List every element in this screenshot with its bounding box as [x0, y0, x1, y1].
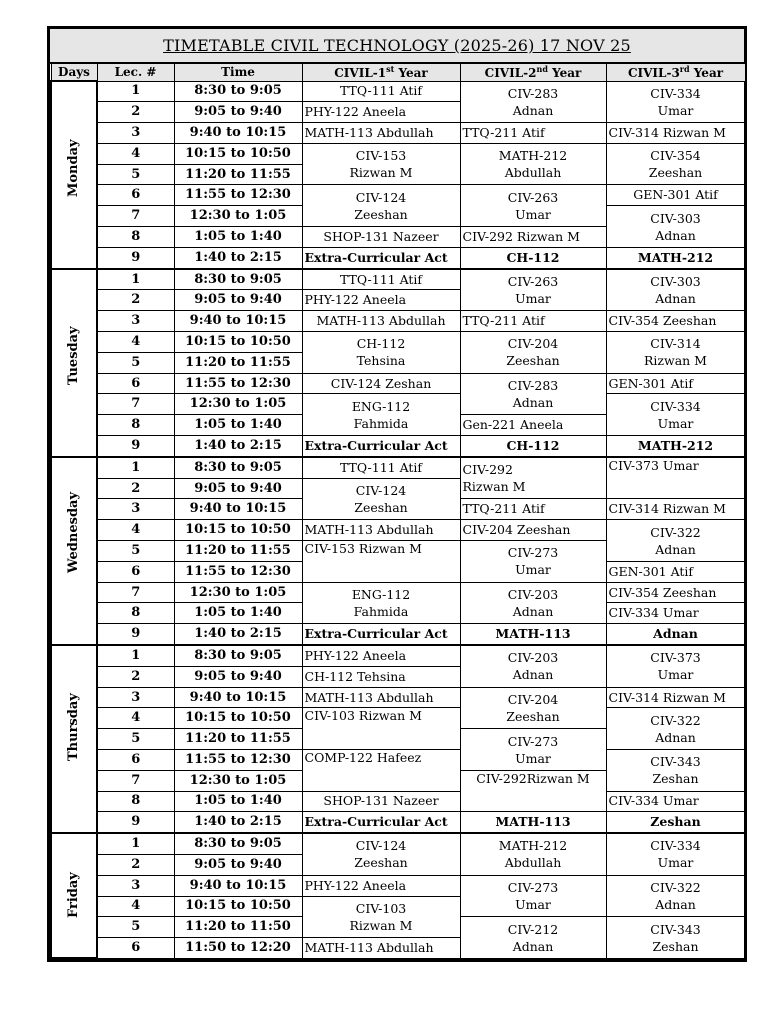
lec-cell: 2 [97, 102, 174, 123]
header-days: Days [51, 64, 97, 82]
y3-cell: CIV-334 Umar [606, 791, 745, 812]
table-row [51, 143, 745, 164]
lec-cell: 6 [97, 561, 174, 582]
day-label: Wednesday [66, 491, 81, 573]
time-cell: 10:15 to 10:50 [174, 708, 302, 729]
y1-cell: MATH-113 Abdullah [302, 938, 460, 959]
y2-cell: TTQ-211 Atif [460, 123, 606, 144]
y3-cell: GEN-301 Atif [606, 185, 745, 206]
time-cell: 10:15 to 10:50 [174, 520, 302, 541]
y3-cell: CIV-322 Adnan [606, 875, 745, 917]
lec-cell: 3 [97, 311, 174, 332]
time-cell: 11:20 to 11:50 [174, 917, 302, 938]
y2-cell: CH-112 [460, 436, 606, 457]
y3-cell: CIV-354 Zeeshan [606, 143, 745, 185]
lec-cell: 6 [97, 750, 174, 771]
time-cell: 9:05 to 9:40 [174, 478, 302, 499]
lec-cell: 9 [97, 624, 174, 645]
table-row [51, 833, 745, 854]
table-row [51, 81, 745, 102]
lec-cell: 1 [97, 269, 174, 290]
time-cell: 8:30 to 9:05 [174, 81, 302, 102]
time-cell: 11:55 to 12:30 [174, 750, 302, 771]
time-cell: 9:40 to 10:15 [174, 875, 302, 896]
day-cell [51, 645, 97, 833]
time-cell: 8:30 to 9:05 [174, 457, 302, 478]
y2-cell: TTQ-211 Atif [460, 311, 606, 332]
y3-cell: CIV-373 Umar [606, 645, 745, 687]
y3-cell: CIV-343 Zeshan [606, 750, 745, 792]
y2-cell: CIV-283 Adnan [460, 81, 606, 123]
y3-cell: Zeshan [606, 812, 745, 833]
time-cell: 11:20 to 11:55 [174, 164, 302, 185]
y1-cell: ENG-112 Fahmida [302, 394, 460, 436]
lec-cell: 4 [97, 896, 174, 917]
y1-cell: COMP-122 Hafeez [302, 750, 460, 792]
y2-cell: CIV-204 Zeeshan [460, 687, 606, 729]
table-row [51, 645, 745, 666]
timetable-table [50, 63, 746, 959]
lec-cell: 1 [97, 457, 174, 478]
table-row [51, 247, 745, 268]
y2-cell: CIV-273 Umar [460, 875, 606, 917]
time-cell: 8:30 to 9:05 [174, 645, 302, 666]
time-cell: 10:15 to 10:50 [174, 896, 302, 917]
day-label: Monday [66, 139, 81, 197]
lec-cell: 1 [97, 645, 174, 666]
lec-cell: 6 [97, 373, 174, 394]
y3-cell: CIV-334 Umar [606, 81, 745, 123]
y3-cell: CIV-303 Adnan [606, 206, 745, 248]
y2-cell: CIV-204 Zeeshan [460, 520, 606, 541]
y1-cell: Extra-Curricular Act [302, 812, 460, 833]
y3-cell: CIV-354 Zeeshan [606, 311, 745, 332]
lec-cell: 9 [97, 812, 174, 833]
y2-cell: MATH-113 [460, 812, 606, 833]
y3-cell: CIV-322 Adnan [606, 520, 745, 562]
lec-cell: 3 [97, 875, 174, 896]
y2-cell: CIV-263 Umar [460, 269, 606, 311]
page-title: TIMETABLE CIVIL TECHNOLOGY (2025-26) 17 NOV 25 [163, 36, 631, 55]
time-cell: 1:40 to 2:15 [174, 247, 302, 268]
y2-cell: CIV-292 Rizwan M [460, 227, 606, 248]
y2-cell: CIV-212 Adnan [460, 917, 606, 959]
time-cell: 12:30 to 1:05 [174, 394, 302, 415]
y3-cell: CIV-303 Adnan [606, 269, 745, 311]
y1-cell: CH-112 Tehsina [302, 332, 460, 374]
lec-cell: 4 [97, 708, 174, 729]
timetable-sheet [47, 26, 747, 962]
y3-cell: CIV-314 Rizwan M [606, 332, 745, 374]
y1-cell: Extra-Curricular Act [302, 436, 460, 457]
time-cell: 11:50 to 12:20 [174, 938, 302, 959]
lec-cell: 5 [97, 541, 174, 562]
time-cell: 11:55 to 12:30 [174, 561, 302, 582]
lec-cell: 2 [97, 290, 174, 311]
lec-cell: 4 [97, 520, 174, 541]
y1-cell: PHY-122 Aneela [302, 875, 460, 896]
time-cell: 8:30 to 9:05 [174, 833, 302, 854]
y3-cell: CIV-314 Rizwan M [606, 123, 745, 144]
time-cell: 12:30 to 1:05 [174, 206, 302, 227]
lec-cell: 1 [97, 833, 174, 854]
y3-cell: MATH-212 [606, 436, 745, 457]
day-cell [51, 833, 97, 958]
y1-cell: ENG-112 Fahmida [302, 582, 460, 624]
time-cell: 10:15 to 10:50 [174, 332, 302, 353]
lec-cell: 9 [97, 436, 174, 457]
y1-cell: PHY-122 Aneela [302, 102, 460, 123]
table-row [51, 875, 745, 896]
y2-cell: Gen-221 Aneela [460, 415, 606, 436]
time-cell: 1:40 to 2:15 [174, 812, 302, 833]
time-cell: 1:05 to 1:40 [174, 603, 302, 624]
lec-cell: 7 [97, 206, 174, 227]
time-cell: 9:40 to 10:15 [174, 687, 302, 708]
y3-cell: CIV-334 Umar [606, 603, 745, 624]
table-row [51, 520, 745, 541]
lec-cell: 9 [97, 247, 174, 268]
header-y3: CIVIL-3rd Year [606, 64, 745, 82]
y2-cell: CIV-283 Adnan [460, 373, 606, 415]
lec-cell: 8 [97, 603, 174, 624]
y1-cell: CIV-124 Zeeshan [302, 833, 460, 875]
lec-cell: 6 [97, 185, 174, 206]
lec-cell: 2 [97, 666, 174, 687]
y3-cell: CIV-314 Rizwan M [606, 499, 745, 520]
time-cell: 8:30 to 9:05 [174, 269, 302, 290]
day-cell [51, 81, 97, 269]
table-row [51, 436, 745, 457]
y1-cell: TTQ-111 Atif [302, 269, 460, 290]
y2-cell: CIV-204 Zeeshan [460, 332, 606, 374]
header-time: Time [174, 64, 302, 82]
y2-cell: CIV-203 Adnan [460, 582, 606, 624]
table-row [51, 269, 745, 290]
y3-cell: CIV-334 Umar [606, 394, 745, 436]
y1-cell: SHOP-131 Nazeer [302, 791, 460, 812]
y1-cell: MATH-113 Abdullah [302, 311, 460, 332]
y3-cell: GEN-301 Atif [606, 373, 745, 394]
table-row [51, 123, 745, 144]
table-row [51, 394, 745, 415]
table-row [51, 185, 745, 206]
y1-cell: PHY-122 Aneela [302, 290, 460, 311]
y1-cell: Extra-Curricular Act [302, 624, 460, 645]
lec-cell: 5 [97, 164, 174, 185]
y1-cell: CIV-124 Zeeshan [302, 185, 460, 227]
lec-cell: 8 [97, 791, 174, 812]
time-cell: 1:40 to 2:15 [174, 624, 302, 645]
lec-cell: 3 [97, 499, 174, 520]
day-cell [51, 269, 97, 457]
y2-cell: CIV-292 Rizwan M [460, 457, 606, 499]
table-row [51, 624, 745, 645]
y1-cell: CIV-153 Rizwan M [302, 541, 460, 583]
time-cell: 1:40 to 2:15 [174, 436, 302, 457]
header-y1: CIVIL-1st Year [302, 64, 460, 82]
y1-cell: MATH-113 Abdullah [302, 687, 460, 708]
y1-cell: MATH-113 Abdullah [302, 520, 460, 541]
lec-cell: 6 [97, 938, 174, 959]
y3-cell: CIV-334 Umar [606, 833, 745, 875]
table-row [51, 582, 745, 603]
day-label: Friday [66, 871, 81, 918]
time-cell: 1:05 to 1:40 [174, 415, 302, 436]
table-row [51, 457, 745, 478]
y2-cell: CIV-273 Umar [460, 729, 606, 771]
y1-cell: SHOP-131 Nazeer [302, 227, 460, 248]
time-cell: 9:05 to 9:40 [174, 102, 302, 123]
time-cell: 11:20 to 11:55 [174, 352, 302, 373]
title-bar [50, 29, 744, 64]
time-cell: 9:05 to 9:40 [174, 290, 302, 311]
lec-cell: 4 [97, 332, 174, 353]
y2-cell: CH-112 [460, 247, 606, 268]
y1-cell: CIV-103 Rizwan M [302, 896, 460, 938]
day-label: Tuesday [66, 326, 81, 385]
day-label: Thursday [66, 693, 81, 762]
y3-cell: CIV-343 Zeshan [606, 917, 745, 959]
time-cell: 9:40 to 10:15 [174, 499, 302, 520]
table-row [51, 708, 745, 729]
lec-cell: 7 [97, 770, 174, 791]
lec-cell: 5 [97, 917, 174, 938]
time-cell: 11:20 to 11:55 [174, 729, 302, 750]
y2-cell: CIV-273 Umar [460, 541, 606, 583]
y1-cell: CIV-124 Zeeshan [302, 478, 460, 520]
time-cell: 9:40 to 10:15 [174, 311, 302, 332]
lec-cell: 4 [97, 143, 174, 164]
lec-cell: 2 [97, 854, 174, 875]
y1-cell: CIV-124 Zeshan [302, 373, 460, 394]
table-row [51, 750, 745, 771]
table-row [51, 791, 745, 812]
time-cell: 11:55 to 12:30 [174, 373, 302, 394]
y1-cell: TTQ-111 Atif [302, 457, 460, 478]
table-row [51, 812, 745, 833]
y1-cell: CIV-153 Rizwan M [302, 143, 460, 185]
lec-cell: 5 [97, 729, 174, 750]
y3-cell: MATH-212 [606, 247, 745, 268]
time-cell: 1:05 to 1:40 [174, 227, 302, 248]
y1-cell: TTQ-111 Atif [302, 81, 460, 102]
y2-cell: CIV-203 Adnan [460, 645, 606, 687]
lec-cell: 3 [97, 123, 174, 144]
table-row [51, 311, 745, 332]
day-cell [51, 457, 97, 645]
y3-cell: CIV-314 Rizwan M [606, 687, 745, 708]
time-cell: 9:40 to 10:15 [174, 123, 302, 144]
lec-cell: 2 [97, 478, 174, 499]
lec-cell: 3 [97, 687, 174, 708]
y3-cell: CIV-354 Zeeshan [606, 582, 745, 603]
y2-cell: CIV-263 Umar [460, 185, 606, 227]
time-cell: 11:20 to 11:55 [174, 541, 302, 562]
time-cell: 9:05 to 9:40 [174, 666, 302, 687]
y1-cell: CH-112 Tehsina [302, 666, 460, 687]
time-cell: 10:15 to 10:50 [174, 143, 302, 164]
y3-cell: CIV-322 Adnan [606, 708, 745, 750]
time-cell: 12:30 to 1:05 [174, 582, 302, 603]
lec-cell: 8 [97, 227, 174, 248]
y2-cell: CIV-292Rizwan M [460, 770, 606, 812]
table-row [51, 687, 745, 708]
y1-cell: MATH-113 Abdullah [302, 123, 460, 144]
header-lec: Lec. # [97, 64, 174, 82]
y2-cell: MATH-212 Abdullah [460, 143, 606, 185]
y1-cell: CIV-103 Rizwan M [302, 708, 460, 750]
lec-cell: 5 [97, 352, 174, 373]
y3-cell: Adnan [606, 624, 745, 645]
time-cell: 9:05 to 9:40 [174, 854, 302, 875]
y1-cell: PHY-122 Aneela [302, 645, 460, 666]
y2-cell: TTQ-211 Atif [460, 499, 606, 520]
table-row [51, 332, 745, 353]
time-cell: 11:55 to 12:30 [174, 185, 302, 206]
y1-cell: Extra-Curricular Act [302, 247, 460, 268]
header-y2: CIVIL-2nd Year [460, 64, 606, 82]
time-cell: 12:30 to 1:05 [174, 770, 302, 791]
lec-cell: 7 [97, 394, 174, 415]
y2-cell: MATH-212 Abdullah [460, 833, 606, 875]
y3-cell: GEN-301 Atif [606, 561, 745, 582]
lec-cell: 8 [97, 415, 174, 436]
lec-cell: 7 [97, 582, 174, 603]
header-row [51, 64, 745, 82]
table-row [51, 373, 745, 394]
y2-cell: MATH-113 [460, 624, 606, 645]
lec-cell: 1 [97, 81, 174, 102]
y3-cell: CIV-373 Umar [606, 457, 745, 499]
time-cell: 1:05 to 1:40 [174, 791, 302, 812]
